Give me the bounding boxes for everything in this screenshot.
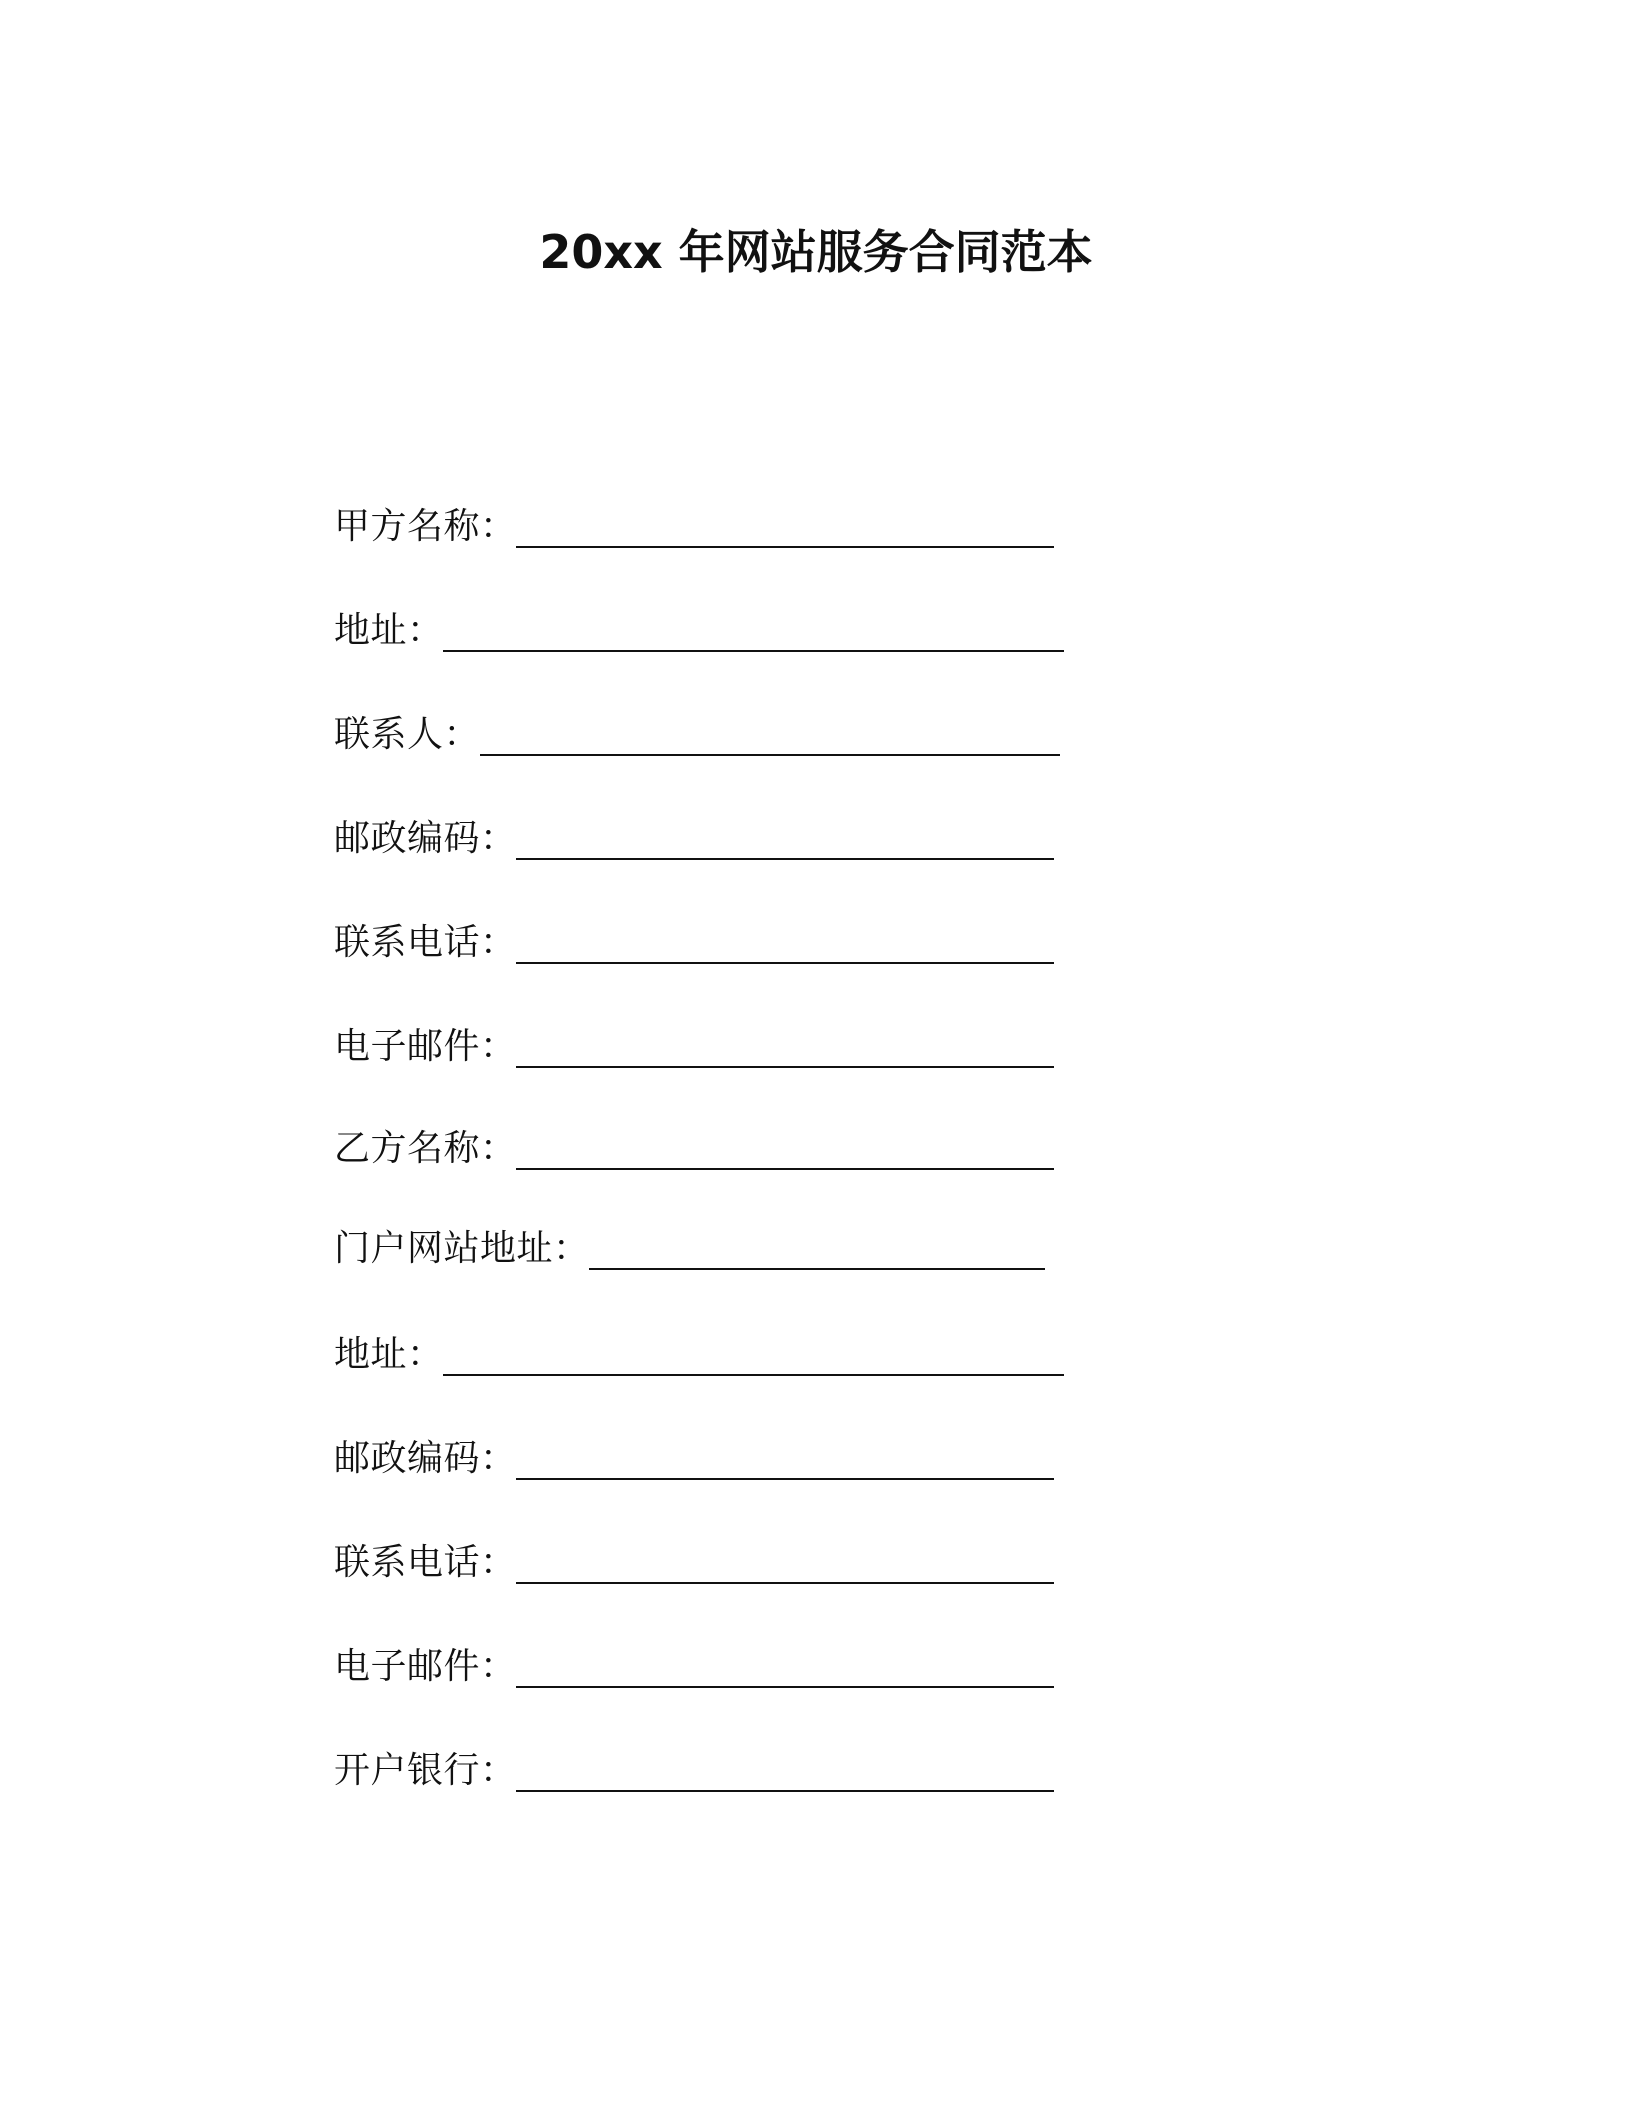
- field-row-party-a-email: [334, 1016, 1054, 1072]
- field-row-party-a-phone: [334, 912, 1054, 968]
- field-label: 邮政编码: [334, 1438, 481, 1479]
- fill-in-blank[interactable]: [516, 818, 1054, 860]
- field-label: 地址: [334, 610, 408, 651]
- field-colon: ：: [480, 1750, 517, 1791]
- field-label: 门户网站地址: [334, 1228, 554, 1269]
- field-row-party-a-address: [334, 600, 1064, 656]
- field-row-party-b-email: [334, 1636, 1054, 1692]
- field-row-party-b-phone: [334, 1532, 1054, 1588]
- field-label: 联系人: [334, 714, 444, 755]
- fill-in-blank[interactable]: [480, 714, 1060, 756]
- fill-in-blank[interactable]: [443, 610, 1064, 652]
- field-row-party-a-postcode: [334, 808, 1054, 864]
- field-colon: ：: [480, 922, 517, 963]
- field-colon: ：: [407, 610, 444, 651]
- field-label: 地址: [334, 1334, 408, 1375]
- field-label: 电子邮件: [334, 1026, 481, 1067]
- party-info-form: [334, 0, 1134, 2112]
- field-colon: ：: [480, 506, 517, 547]
- field-colon: ：: [480, 1026, 517, 1067]
- field-row-party-b-name: [334, 1118, 1054, 1174]
- field-colon: ：: [480, 1542, 517, 1583]
- field-label: 开户银行: [334, 1750, 481, 1791]
- field-row-party-b-bank: [334, 1740, 1054, 1796]
- fill-in-blank[interactable]: [516, 1026, 1054, 1068]
- fill-in-blank[interactable]: [516, 1646, 1054, 1688]
- field-label: 电子邮件: [334, 1646, 481, 1687]
- field-label: 联系电话: [334, 922, 481, 963]
- fill-in-blank[interactable]: [516, 1542, 1054, 1584]
- field-row-party-b-postcode: [334, 1428, 1054, 1484]
- fill-in-blank[interactable]: [516, 506, 1054, 548]
- fill-in-blank[interactable]: [516, 1750, 1054, 1792]
- fill-in-blank[interactable]: [589, 1228, 1045, 1270]
- field-row-party-a-name: [334, 496, 1054, 552]
- field-colon: ：: [553, 1228, 590, 1269]
- fill-in-blank[interactable]: [443, 1334, 1064, 1376]
- field-colon: ：: [480, 1646, 517, 1687]
- field-colon: ：: [480, 818, 517, 859]
- field-colon: ：: [480, 1438, 517, 1479]
- fill-in-blank[interactable]: [516, 1128, 1054, 1170]
- field-colon: ：: [480, 1128, 517, 1169]
- field-label: 联系电话: [334, 1542, 481, 1583]
- fill-in-blank[interactable]: [516, 1438, 1054, 1480]
- field-row-party-a-contact: [334, 704, 1060, 760]
- field-label: 甲方名称: [334, 506, 481, 547]
- field-label: 乙方名称: [334, 1128, 481, 1169]
- fill-in-blank[interactable]: [516, 922, 1054, 964]
- field-label: 邮政编码: [334, 818, 481, 859]
- field-colon: ：: [407, 1334, 444, 1375]
- field-row-party-b-portal-url: [334, 1218, 1045, 1274]
- page-title: 20xx 年网站服务合同范本: [539, 225, 1093, 279]
- field-row-party-b-address: [334, 1324, 1064, 1380]
- field-colon: ：: [443, 714, 480, 755]
